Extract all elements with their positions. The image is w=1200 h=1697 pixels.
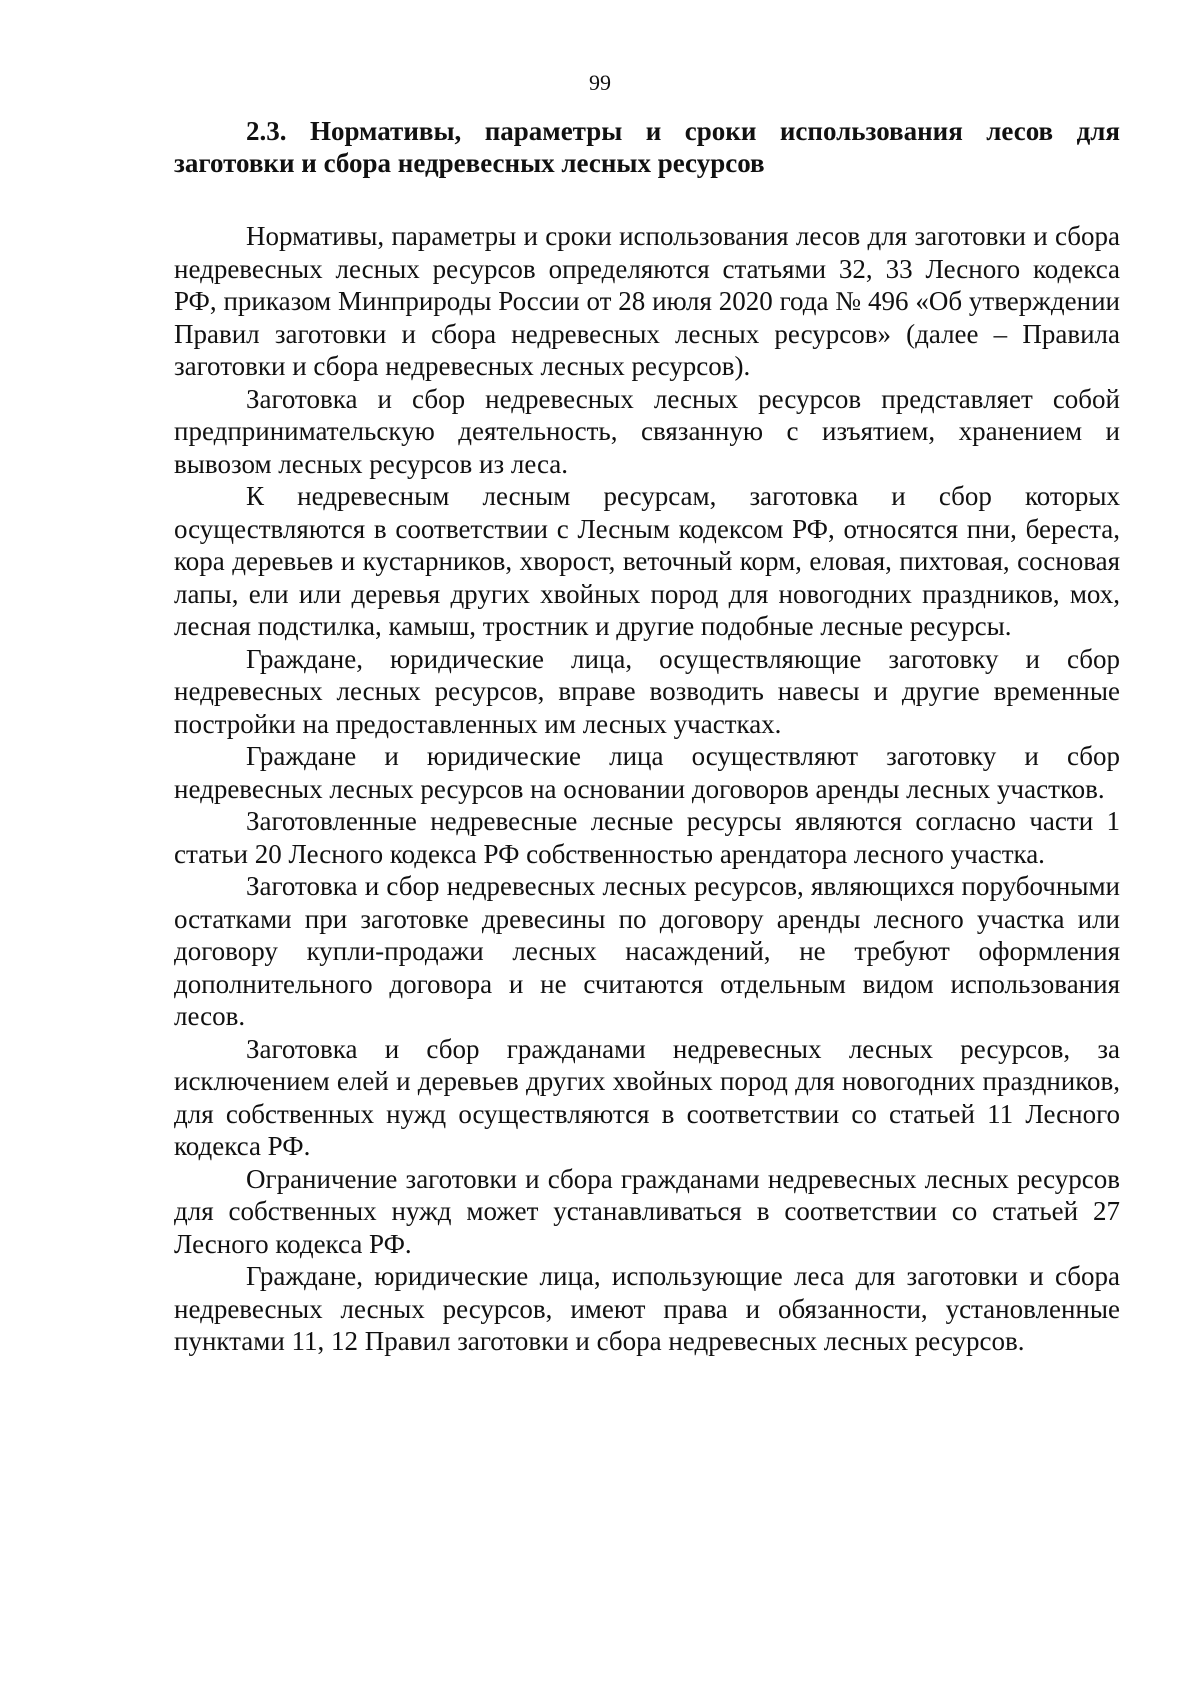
paragraph-logging-residues: Заготовка и сбор недревесных лесных ресурсов, являющихся порубочными остатками при заготовке древесины по договору аренды лесного участка или договору купли-продажи лесных насаждений, не требуют оформления дополнительного договора и не считаются отдельным видом использования лесов.: [174, 871, 1120, 1031]
paragraph-business-activity: Заготовка и сбор недревесных лесных ресурсов представляет собой предпринимательскую деятельность, связанную с изъятием, хранением и вывозом лесных ресурсов из леса.: [174, 383, 1120, 479]
paragraph-personal-needs: Заготовка и сбор гражданами недревесных лесных ресурсов, за исключением елей и деревьев других хвойных пород для новогодних праздников, для собственных нужд осуществляются в соответствии со статьей 11 Лесного кодекса РФ.: [174, 1033, 1120, 1161]
paragraph-norms-intro: Нормативы, параметры и сроки использования лесов для заготовки и сбора недревесных лесных ресурсов определяются статьями 32, 33 Лесного кодекса РФ, приказом Минприроды России от 28 июля 2020 года № 496 «Об утверждении Правил заготовки и сбора недревесных лесных ресурсов» (далее – Правила заготовки и сбора недревесных лесных ресурсов).: [174, 221, 1120, 381]
paragraph-lease-basis: Граждане и юридические лица осуществляют заготовку и сбор недревесных лесных ресурсов на основании договоров аренды лесных участков.: [174, 741, 1120, 804]
page-number: 99: [589, 70, 611, 95]
page-content: [174, 115, 1120, 1358]
paragraph-temporary-structures: Граждане, юридические лица, осуществляющие заготовку и сбор недревесных лесных ресурсов, вправе возводить навесы и другие временные постройки на предоставленных им лесных участках.: [174, 643, 1120, 739]
paragraph-rights-obligations: Граждане, юридические лица, использующие леса для заготовки и сбора недревесных лесных ресурсов, имеют права и обязанности, установленные пунктами 11, 12 Правил заготовки и сбора недревесных лесных ресурсов.: [174, 1261, 1120, 1356]
paragraph-restrictions: Ограничение заготовки и сбора гражданами недревесных лесных ресурсов для собственных нужд может устанавливаться в соответствии со статьей 27 Лесного кодекса РФ.: [174, 1163, 1120, 1259]
paragraph-resource-list: К недревесным лесным ресурсам, заготовка и сбор которых осуществляются в соответствии с Лесным кодексом РФ, относятся пни, береста, кора деревьев и кустарников, хворост, веточный корм, еловая, пихтовая, сосновая лапы, ели или деревья других хвойных пород для новогодних праздников, мох, лесная подстилка, камыш, тростник и другие подобные лесные ресурсы.: [174, 481, 1120, 641]
paragraph-ownership: Заготовленные недревесные лесные ресурсы являются согласно части 1 статьи 20 Лесного кодекса РФ собственностью арендатора лесного участка.: [174, 806, 1120, 869]
heading-spacer: [174, 179, 1120, 220]
section-heading: 2.3. Нормативы, параметры и сроки использования лесов для заготовки и сбора недревесных лесных ресурсов: [174, 116, 1120, 178]
